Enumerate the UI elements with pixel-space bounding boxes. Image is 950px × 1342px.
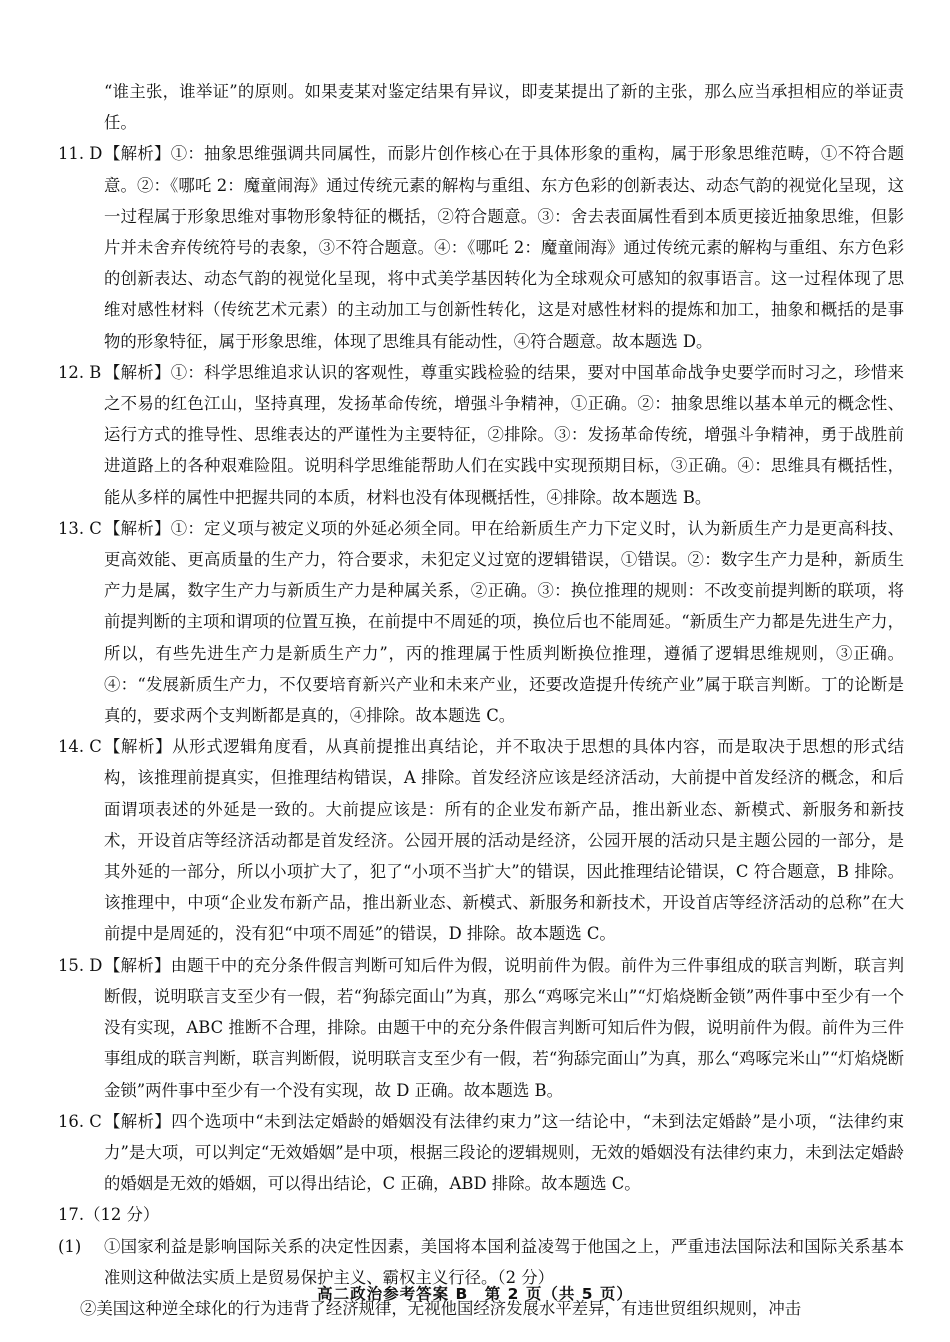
answer-item-14 xyxy=(58,731,904,949)
answer-number: 11. D xyxy=(58,144,103,164)
answer-explanation: 【解析】四个选项中“未到法定婚龄的婚姻没有法律约束力”这一结论中，“未到法定婚龄”是小项，“法律约束力”是大项，可以判定“无效婚姻”是中项，根据三段论的逻辑规则，无效的婚姻没有法律约束力，未到法定婚龄的婚姻是无效的婚姻，可以得出结论，C 正确，ABD 排除。故本题选 C。 xyxy=(104,1111,904,1194)
page-footer: 高二政治参考答案 B 第 2 页（共 5 页） xyxy=(317,1285,633,1303)
continuation-paragraph xyxy=(58,76,904,138)
answer-number: 12. B xyxy=(58,362,102,382)
answer-explanation: 【解析】①：抽象思维强调共同属性，而影片创作核心在于具体形象的重构，属于形象思维范畴，①不符合题意。②：《哪吒 2：魔童闹海》通过传统元素的解构与重组、东方色彩的创新表达、动态气韵的视觉化呈现，这一过程属于形象思维对事物形象特征的概括，②符合题意。③：舍去表面属性看到本质更接近抽象思维，但影片并未舍弃传统符号的表象，③不符合题意。④：《哪吒 2：魔童闹海》通过传统元素的解构与重组、东方色彩的创新表达、动态气韵的视觉化呈现，将中式美学基因转化为全球观众可感知的叙事语言。这一过程体现了思维对感性材料（传统艺术元素）的主动加工与创新性转化，这是对感性材料的提炼和加工，抽象和概括的是事物的形象特征，属于形象思维，体现了思维具有能动性，④符合题意。故本题选 D。 xyxy=(104,144,904,351)
answer-item-12 xyxy=(58,357,904,513)
answer-number: 13. C xyxy=(58,518,102,538)
answer-item-13 xyxy=(58,513,904,731)
continuation-text: “谁主张，谁举证”的原则。如果麦某对鉴定结果有异议，即麦某提出了新的主张，那么应当承担相应的举证责任。 xyxy=(104,82,904,133)
answer-number: 14. C xyxy=(58,737,102,757)
answer-explanation: 【解析】从形式逻辑角度看，从真前提推出真结论，并不取决于思想的具体内容，而是取决于思想的形式结构，该推理前提真实，但推理结构错误，A 排除。首发经济应该是经济活动，大前提中首发经济的概念，和后面谓项表述的外延是一致的。大前提应该是：所有的企业发布新产品，推出新业态、新模式、新服务和新技术，开设首店等经济活动都是首发经济。公园开展的活动是经济，公园开展的活动只是主题公园的一部分，是其外延的一部分，所以小项扩大了，犯了“小项不当扩大”的错误，因此推理结论错误，C 符合题意，B 排除。该推理中，中项“企业发布新产品，推出新业态、新模式、新服务和新技术，开设首店等经济活动的总称”在大前提中是周延的，没有犯“中项不周延”的错误，D 排除。故本题选 C。 xyxy=(104,737,904,944)
answer-number: 15. D xyxy=(58,955,103,975)
question-17-heading: 17.（12 分） xyxy=(58,1205,160,1225)
part-1-text: ①国家利益是影响国际关系的决定性因素，美国将本国利益凌驾于他国之上，严重违法国际法和国际关系基本准则这种做法实质上是贸易保护主义、霸权主义行径。（2 分） xyxy=(104,1236,904,1287)
answer-item-16 xyxy=(58,1106,904,1200)
answer-content xyxy=(58,76,904,1324)
answer-item-15 xyxy=(58,950,904,1106)
answer-explanation: 【解析】①：定义项与被定义项的外延必须全同。甲在给新质生产力下定义时，认为新质生产力是更高科技、更高效能、更高质量的生产力，符合要求，未犯定义过宽的逻辑错误，①错误。②：数字生产力是种，新质生产力是属，数字生产力与新质生产力是种属关系，②正确。③：换位推理的规则：不改变前提判断的联项，将前提判断的主项和谓项的位置互换，在前提中不周延的项，换位后也不能周延。“新质生产力都是先进生产力，所以，有些先进生产力是新质生产力”，丙的推理属于性质判断换位推理，遵循了逻辑思维规则，③正确。④：“发展新质生产力，不仅要培育新兴产业和未来产业，还要改造提升传统产业”属于联言判断。丁的论断是真的，要求两个支判断都是真的，④排除。故本题选 C。 xyxy=(104,518,904,726)
answer-explanation: 【解析】由题干中的充分条件假言判断可知后件为假，说明前件为假。前件为三件事组成的联言判断，联言判断假，说明联言支至少有一假，若“狗舔完面山”为真，那么“鸡啄完米山”“灯焰烧断金锁”两件事中至少有一个没有实现，ABC 推断不合理，排除。由题干中的充分条件假言判断可知后件为假，说明前件为假。前件为三件事组成的联言判断，联言判断假，说明联言支至少有一假，若“狗舔完面山”为真，那么“鸡啄完米山”“灯焰烧断金锁”两件事中至少有一个没有实现，故 D 正确。故本题选 B。 xyxy=(104,955,904,1100)
part-label: (1) xyxy=(58,1236,82,1256)
answer-number: 16. C xyxy=(58,1111,102,1131)
answer-explanation: 【解析】①：科学思维追求认识的客观性，尊重实践检验的结果，要对中国革命战争史要学而时习之，珍惜来之不易的红色江山，坚持真理，发扬革命传统，增强斗争精神，①正确。②：抽象思维以基本单元的概念性、运行方式的推导性、思维表达的严谨性为主要特征，②排除。③：发扬革命传统，增强斗争精神，勇于战胜前进道路上的各种艰难险阻。说明科学思维能帮助人们在实践中实现预期目标，③正确。④：思维具有概括性，能从多样的属性中把握共同的本质，材料也没有体现概括性，④排除。故本题选 B。 xyxy=(104,362,904,507)
answer-item-11 xyxy=(58,138,904,356)
question-17-part-2: ②美国这种逆全球化的行为违背了经济规律，无视他国经济发展水平差异，有违世贸组织规则，冲击 xyxy=(80,1298,802,1318)
